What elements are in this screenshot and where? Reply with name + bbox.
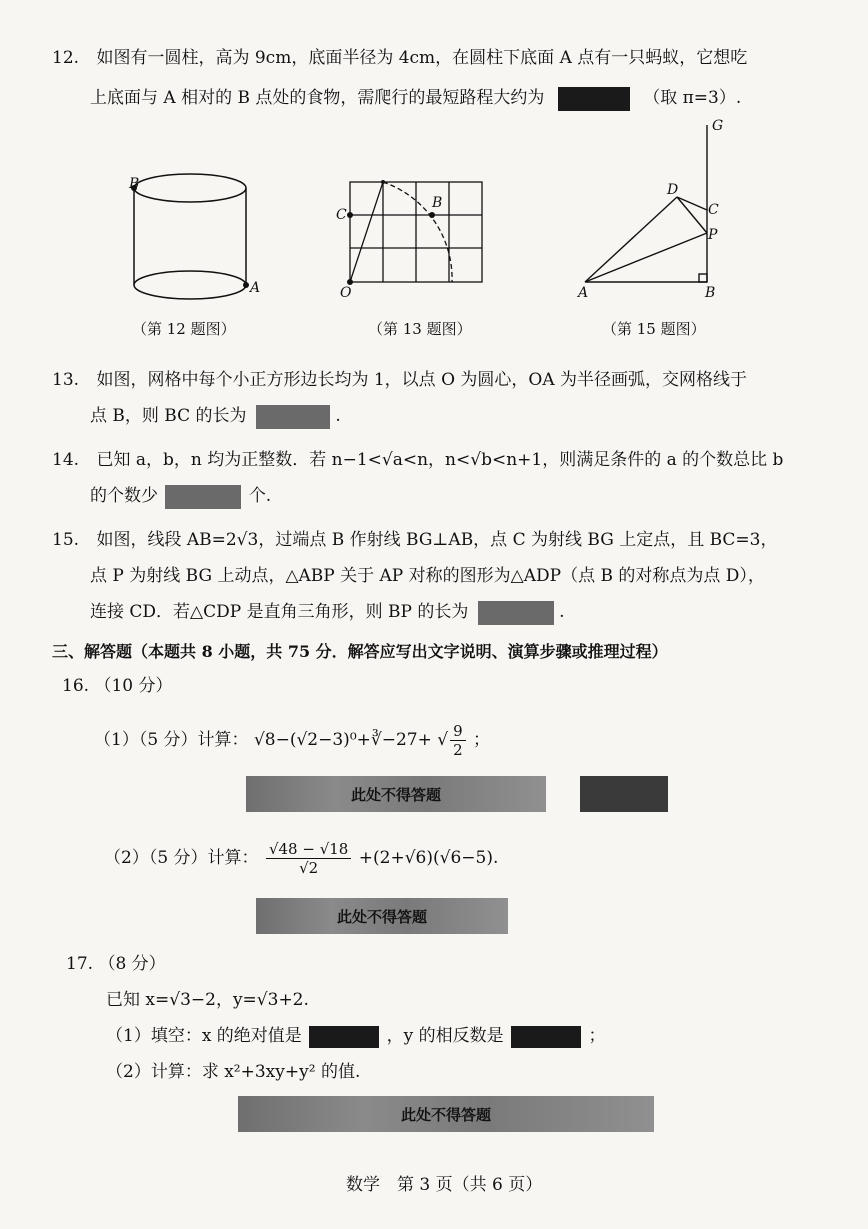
question-17-part2: （2）计算：求 x²+3xy+y² 的值. [106, 1062, 361, 1082]
question-points: （10 分） [94, 676, 173, 696]
fraction: $\frac{9}{2}$ [450, 722, 466, 759]
question-number: 16. [62, 676, 90, 696]
question-14-line2 [90, 484, 271, 509]
question-13-line2: 点 B，则 BC 的长为 . [90, 404, 341, 429]
expression: +(2+√6)(√6−5). [358, 848, 499, 868]
no-answer-zone: 此处不得答题 [246, 776, 546, 812]
question-12-line1 [52, 46, 747, 70]
redacted-answer [558, 87, 630, 111]
label-b: B [129, 176, 140, 192]
question-16-header [62, 674, 173, 698]
section-heading: 三、解答题（本题共 8 小题，共 75 分．解答应写出文字说明、演算步骤或推理过程） [52, 642, 668, 661]
figure-15-caption: （第 15 题图） [602, 320, 706, 338]
question-17-header [66, 952, 166, 976]
page-footer: 数学 第 3 页（共 6 页） [346, 1175, 543, 1195]
question-text: 的个数少 [90, 486, 158, 506]
question-text: （取 π=3）. [643, 88, 742, 108]
question-text: 点 P 为射线 BG 上动点，△ABP 关于 AP 对称的图形为△ADP（点 B 的对称点为点 D）， [90, 566, 765, 586]
part-label: （2）（5 分）计算： [104, 848, 259, 868]
label-a: A [250, 280, 261, 296]
label-c: C [708, 202, 719, 218]
question-16-part2 [104, 840, 498, 877]
label-d: D [667, 182, 679, 198]
question-text: 点 B，则 BC 的长为 [90, 406, 247, 426]
question-text: 连接 CD．若△CDP 是直角三角形，则 BP 的长为 [90, 602, 469, 622]
question-12-line2 [90, 86, 741, 111]
fraction: $\frac{√48 - √18}{√2}$ [266, 840, 351, 877]
label-b: B [432, 195, 443, 211]
question-17-given: 已知 x=√3−2，y=√3+2. [106, 990, 309, 1010]
figure-13-grid [335, 170, 495, 300]
question-number: 14. [52, 450, 80, 470]
question-text: 个. [248, 486, 272, 506]
question-number: 12. [52, 48, 80, 68]
redacted-block [580, 776, 668, 812]
label-c: C [336, 207, 347, 223]
question-points: （8 分） [98, 954, 166, 974]
figure-12-cylinder [120, 170, 260, 305]
question-13-line1 [52, 368, 747, 392]
question-number: 17. [66, 954, 94, 974]
question-number: 13. [52, 370, 80, 390]
label-o: O [340, 285, 352, 301]
question-text: 如图，线段 AB=2√3，过端点 B 作射线 BG⊥AB，点 C 为射线 BG 上定点，且 BC=3， [96, 530, 778, 550]
redacted-answer [478, 601, 554, 625]
label-b: B [705, 285, 716, 301]
label-g: G [712, 118, 724, 134]
question-number: 15. [52, 530, 80, 550]
part-label: （1）（5 分）计算： [94, 730, 249, 750]
question-text: 如图，网格中每个小正方形边长均为 1，以点 O 为圆心，OA 为半径画弧，交网格线于 [96, 370, 748, 390]
label-a: A [578, 285, 589, 301]
question-text: 上底面与 A 相对的 B 点处的食物，需爬行的最短路程大约为 [90, 88, 545, 108]
figure-13-caption: （第 13 题图） [368, 320, 472, 338]
question-14-line1 [52, 448, 783, 472]
no-answer-zone: 此处不得答题 [238, 1096, 654, 1132]
no-answer-zone: 此处不得答题 [256, 898, 508, 934]
question-17-part1: （1）填空：x 的绝对值是 ，y 的相反数是 ； [106, 1026, 606, 1046]
redacted-answer [165, 485, 241, 509]
redacted-answer [256, 405, 330, 429]
redacted-answer [309, 1026, 379, 1048]
expression: √8−(√2−3)⁰+∛−27+ [253, 730, 432, 750]
question-15-line3: 连接 CD．若△CDP 是直角三角形，则 BP 的长为 . [90, 600, 565, 625]
question-text: 如图有一圆柱，高为 9cm，底面半径为 4cm，在圆柱下底面 A 点有一只蚂蚁，它想吃 [96, 48, 748, 68]
question-15-line2 [90, 564, 765, 588]
figure-12-caption: （第 12 题图） [132, 320, 236, 338]
label-p: P [708, 227, 718, 243]
question-16-part1: （1）（5 分）计算： √8−(√2−3)⁰+∛−27+ √ $\frac{9}{2}$ ； [94, 722, 491, 759]
question-15-line1 [52, 528, 777, 552]
redacted-answer [511, 1026, 581, 1048]
question-text: 已知 a，b，n 均为正整数．若 n−1<√a<n，n<√b<n+1，则满足条件的 a 的个数总比 b [96, 450, 784, 470]
